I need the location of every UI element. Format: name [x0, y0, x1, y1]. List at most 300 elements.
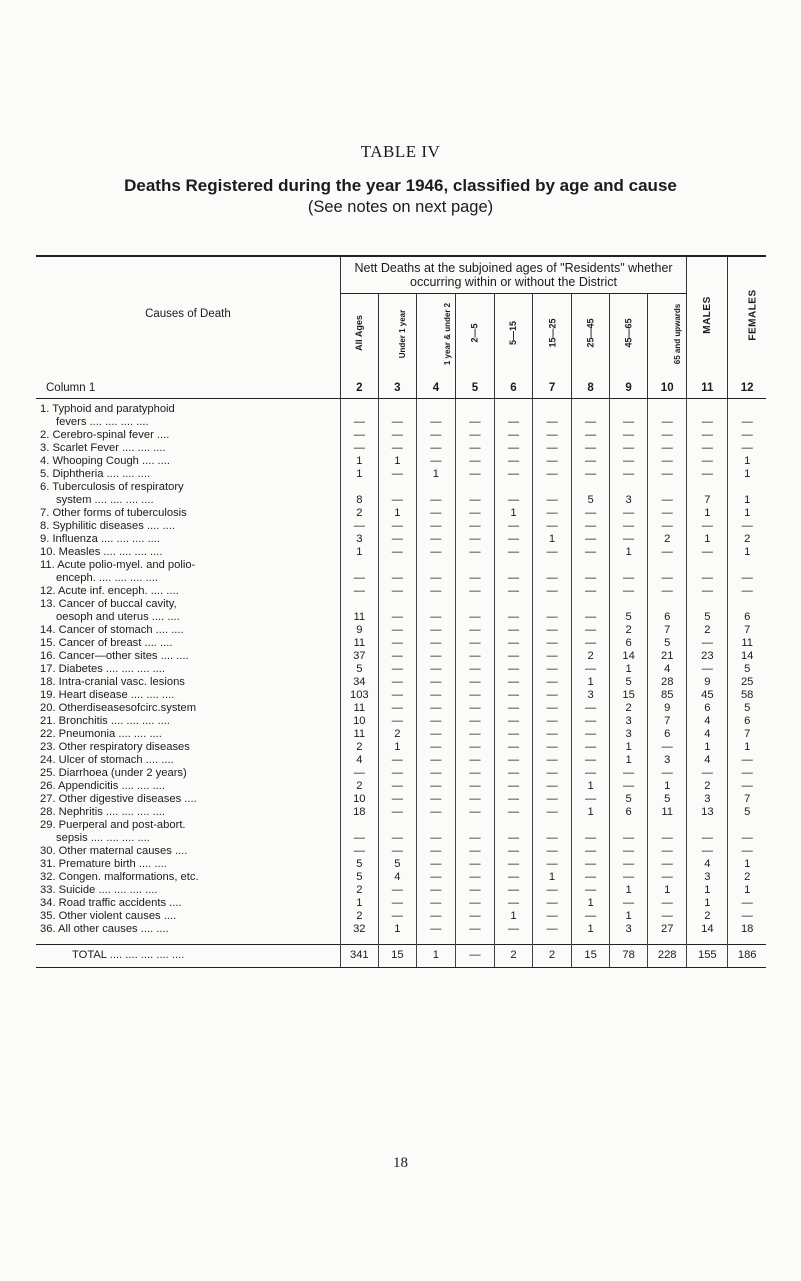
value-cell: —	[416, 429, 455, 442]
value-cell: —	[687, 416, 728, 429]
table-row	[36, 832, 766, 845]
value-cell	[494, 598, 532, 611]
column-number: 3	[378, 372, 416, 399]
value-cell: —	[378, 468, 416, 481]
value-cell: —	[416, 923, 455, 936]
table-row	[36, 884, 766, 897]
value-cell: —	[378, 715, 416, 728]
value-cell: 11	[340, 702, 378, 715]
value-cell: —	[416, 702, 455, 715]
value-cell: —	[572, 767, 610, 780]
cause-label: 1. Typhoid and paratyphoid	[40, 402, 175, 415]
value-cell: —	[455, 741, 494, 754]
value-cell: 34	[340, 676, 378, 689]
value-cell: —	[687, 572, 728, 585]
age-header-65-up: 65 and upwards	[648, 294, 687, 372]
value-cell: —	[610, 858, 648, 871]
value-cell: —	[610, 767, 648, 780]
table-row	[36, 689, 766, 702]
value-cell: —	[728, 572, 766, 585]
value-cell: 85	[648, 689, 687, 702]
value-cell: —	[572, 832, 610, 845]
value-cell: —	[455, 429, 494, 442]
value-cell: 2	[687, 624, 728, 637]
value-cell: 5	[687, 611, 728, 624]
value-cell: —	[533, 897, 572, 910]
value-cell: —	[648, 572, 687, 585]
value-cell	[455, 819, 494, 832]
value-cell: 5	[610, 611, 648, 624]
page-number: 18	[393, 1155, 408, 1171]
value-cell: —	[687, 468, 728, 481]
value-cell: —	[572, 611, 610, 624]
value-cell	[533, 398, 572, 416]
value-cell: 5	[728, 663, 766, 676]
age-header-2-5: 2—5	[455, 294, 494, 372]
value-cell: 5	[728, 806, 766, 819]
column-number: 4	[416, 372, 455, 399]
table-row	[36, 910, 766, 923]
value-cell: —	[378, 754, 416, 767]
value-cell: 3	[610, 728, 648, 741]
value-cell: —	[378, 650, 416, 663]
value-cell: —	[728, 754, 766, 767]
value-cell: —	[455, 897, 494, 910]
value-cell: —	[416, 416, 455, 429]
table-subtitle: Deaths Registered during the year 1946, classified by age and cause	[124, 176, 677, 195]
value-cell: 4	[378, 871, 416, 884]
value-cell: —	[416, 741, 455, 754]
cause-label: 7. Other forms of tuberculosis	[40, 506, 187, 519]
value-cell: —	[340, 429, 378, 442]
value-cell: —	[533, 455, 572, 468]
value-cell: 3	[340, 533, 378, 546]
value-cell: —	[533, 715, 572, 728]
cause-label: 15. Cancer of breast .... ....	[40, 636, 173, 649]
table-row	[36, 546, 766, 559]
value-cell: —	[572, 702, 610, 715]
value-cell: 5	[340, 663, 378, 676]
value-cell: —	[572, 624, 610, 637]
value-cell: —	[728, 416, 766, 429]
value-cell: —	[340, 585, 378, 598]
cause-label: 26. Appendicitis .... .... ....	[40, 779, 165, 792]
value-cell: 9	[340, 624, 378, 637]
column-label: Column 1	[36, 372, 340, 399]
value-cell: —	[533, 546, 572, 559]
value-cell	[494, 819, 532, 832]
value-cell	[533, 598, 572, 611]
cause-label: 33. Suicide .... .... .... ....	[40, 883, 158, 896]
value-cell: —	[494, 806, 532, 819]
causes-header	[36, 256, 340, 372]
value-cell: —	[533, 507, 572, 520]
value-cell: 2	[340, 910, 378, 923]
cause-label: 36. All other causes .... ....	[40, 922, 169, 935]
value-cell: 28	[648, 676, 687, 689]
value-cell: —	[610, 507, 648, 520]
value-cell: 1	[728, 507, 766, 520]
value-cell: 6	[728, 611, 766, 624]
value-cell	[416, 819, 455, 832]
cause-label: 16. Cancer—other sites .... ....	[40, 649, 189, 662]
value-cell: —	[494, 754, 532, 767]
value-cell	[728, 481, 766, 494]
value-cell: 1	[378, 507, 416, 520]
value-cell: 15	[610, 689, 648, 702]
value-cell: 3	[687, 793, 728, 806]
value-cell: —	[455, 455, 494, 468]
value-cell: 14	[687, 923, 728, 936]
value-cell: —	[533, 676, 572, 689]
value-cell: —	[572, 429, 610, 442]
value-cell: —	[416, 663, 455, 676]
table-row	[36, 793, 766, 806]
value-cell: —	[455, 611, 494, 624]
value-cell	[687, 559, 728, 572]
value-cell: —	[494, 585, 532, 598]
value-cell: —	[572, 507, 610, 520]
table-row	[36, 585, 766, 598]
value-cell	[610, 819, 648, 832]
table-row	[36, 663, 766, 676]
cause-label: 25. Diarrhoea (under 2 years)	[40, 766, 187, 779]
value-cell: —	[648, 442, 687, 455]
value-cell: 2	[728, 871, 766, 884]
males-header: MALES	[687, 256, 728, 372]
value-cell: 7	[648, 624, 687, 637]
value-cell: 1	[378, 741, 416, 754]
table-row	[36, 494, 766, 507]
value-cell: —	[378, 676, 416, 689]
value-cell	[340, 398, 378, 416]
cause-label: sepsis .... .... .... ....	[56, 831, 150, 844]
value-cell	[340, 819, 378, 832]
value-cell: —	[494, 429, 532, 442]
age-header-25-45: 25—45	[572, 294, 610, 372]
total-row	[36, 944, 766, 967]
cause-label: 23. Other respiratory diseases	[40, 740, 190, 753]
value-cell: —	[572, 728, 610, 741]
value-cell: —	[728, 780, 766, 793]
value-cell: —	[416, 624, 455, 637]
value-cell: —	[416, 910, 455, 923]
value-cell: —	[687, 637, 728, 650]
value-cell: —	[455, 416, 494, 429]
value-cell: 3	[610, 715, 648, 728]
value-cell: —	[494, 624, 532, 637]
value-cell: —	[648, 910, 687, 923]
value-cell	[572, 559, 610, 572]
value-cell: —	[494, 676, 532, 689]
value-cell: —	[455, 806, 494, 819]
value-cell: —	[533, 923, 572, 936]
value-cell: —	[572, 871, 610, 884]
total-value: 2	[494, 944, 532, 967]
age-header-under-1: Under 1 year	[378, 294, 416, 372]
value-cell: —	[455, 715, 494, 728]
value-cell: 1	[533, 533, 572, 546]
value-cell: —	[494, 884, 532, 897]
value-cell: 2	[610, 702, 648, 715]
value-cell: —	[455, 910, 494, 923]
value-cell: 1	[728, 546, 766, 559]
value-cell: —	[455, 780, 494, 793]
value-cell: —	[378, 637, 416, 650]
value-cell: 5	[572, 494, 610, 507]
value-cell: 32	[340, 923, 378, 936]
value-cell: —	[533, 689, 572, 702]
value-cell: —	[416, 897, 455, 910]
value-cell: —	[378, 520, 416, 533]
value-cell: —	[455, 520, 494, 533]
value-cell: —	[728, 897, 766, 910]
value-cell: —	[648, 585, 687, 598]
cause-label: 10. Measles .... .... .... ....	[40, 545, 163, 558]
value-cell: —	[455, 533, 494, 546]
value-cell: —	[455, 767, 494, 780]
cause-label: 20. Otherdiseasesofcirc.system	[40, 701, 197, 714]
value-cell: 103	[340, 689, 378, 702]
value-cell: —	[687, 767, 728, 780]
females-header: FEMALES	[728, 256, 766, 372]
column-number: 10	[648, 372, 687, 399]
table-row	[36, 728, 766, 741]
value-cell: 18	[340, 806, 378, 819]
value-cell	[533, 559, 572, 572]
value-cell: —	[340, 845, 378, 858]
value-cell: —	[494, 897, 532, 910]
value-cell: 2	[340, 884, 378, 897]
value-cell: —	[494, 871, 532, 884]
value-cell	[728, 559, 766, 572]
value-cell: —	[572, 715, 610, 728]
value-cell: —	[416, 845, 455, 858]
value-cell: —	[648, 455, 687, 468]
column-number: 11	[687, 372, 728, 399]
value-cell: —	[378, 832, 416, 845]
value-cell: —	[416, 728, 455, 741]
value-cell: —	[648, 468, 687, 481]
value-cell: 10	[340, 715, 378, 728]
value-cell: —	[648, 416, 687, 429]
table-row	[36, 897, 766, 910]
value-cell: 9	[648, 702, 687, 715]
value-cell: —	[416, 585, 455, 598]
value-cell: —	[533, 728, 572, 741]
value-cell: —	[455, 676, 494, 689]
value-cell: 1	[610, 884, 648, 897]
value-cell: 5	[648, 637, 687, 650]
value-cell	[572, 398, 610, 416]
value-cell: —	[533, 793, 572, 806]
value-cell: 5	[340, 858, 378, 871]
value-cell: —	[572, 520, 610, 533]
value-cell: —	[455, 793, 494, 806]
value-cell: —	[648, 858, 687, 871]
value-cell: —	[416, 832, 455, 845]
cause-label: 34. Road traffic accidents ....	[40, 896, 182, 909]
cause-label: 14. Cancer of stomach .... ....	[40, 623, 184, 636]
value-cell: 3	[610, 494, 648, 507]
table-row	[36, 520, 766, 533]
value-cell	[455, 481, 494, 494]
value-cell: 1	[728, 858, 766, 871]
age-header-1-2: 1 year & under 2	[416, 294, 455, 372]
column-number: 2	[340, 372, 378, 399]
value-cell: —	[572, 845, 610, 858]
value-cell: —	[687, 663, 728, 676]
value-cell: —	[416, 715, 455, 728]
value-cell	[572, 481, 610, 494]
cause-label: 22. Pneumonia .... .... ....	[40, 727, 162, 740]
value-cell: 1	[533, 871, 572, 884]
value-cell: —	[687, 429, 728, 442]
total-value: 78	[610, 944, 648, 967]
value-cell: 1	[687, 507, 728, 520]
value-cell: —	[378, 663, 416, 676]
value-cell: —	[416, 533, 455, 546]
value-cell: 1	[572, 806, 610, 819]
column-number: 8	[572, 372, 610, 399]
value-cell: —	[687, 845, 728, 858]
value-cell: —	[728, 845, 766, 858]
value-cell	[572, 819, 610, 832]
value-cell: 1	[494, 910, 532, 923]
value-cell: —	[648, 845, 687, 858]
value-cell: —	[455, 884, 494, 897]
value-cell: —	[533, 611, 572, 624]
value-cell	[687, 819, 728, 832]
value-cell: 3	[648, 754, 687, 767]
cause-label: 2. Cerebro-spinal fever ....	[40, 428, 170, 441]
cause-label: 5. Diphtheria .... .... ....	[40, 467, 151, 480]
value-cell: —	[572, 533, 610, 546]
value-cell: 10	[340, 793, 378, 806]
value-cell: —	[572, 910, 610, 923]
value-cell: —	[533, 637, 572, 650]
total-value: 186	[728, 944, 766, 967]
value-cell	[610, 598, 648, 611]
value-cell: —	[378, 611, 416, 624]
value-cell	[728, 398, 766, 416]
cause-label: 8. Syphilitic diseases .... ....	[40, 519, 175, 532]
value-cell: —	[572, 884, 610, 897]
cause-label: 13. Cancer of buccal cavity,	[40, 597, 177, 610]
value-cell: —	[687, 520, 728, 533]
value-cell: 2	[610, 624, 648, 637]
value-cell: —	[494, 793, 532, 806]
value-cell: —	[378, 572, 416, 585]
value-cell: 7	[728, 793, 766, 806]
value-cell: —	[378, 689, 416, 702]
value-cell: —	[533, 585, 572, 598]
value-cell: 1	[416, 468, 455, 481]
value-cell: —	[494, 780, 532, 793]
cause-label: 31. Premature birth .... ....	[40, 857, 167, 870]
cause-label: 4. Whooping Cough .... ....	[40, 454, 170, 467]
value-cell: 1	[572, 923, 610, 936]
value-cell: —	[610, 442, 648, 455]
table-row	[36, 741, 766, 754]
value-cell	[687, 481, 728, 494]
value-cell: 6	[610, 637, 648, 650]
value-cell: —	[572, 546, 610, 559]
value-cell: —	[494, 494, 532, 507]
value-cell: —	[416, 780, 455, 793]
value-cell: —	[455, 845, 494, 858]
value-cell: —	[533, 910, 572, 923]
value-cell: —	[572, 793, 610, 806]
value-cell: 1	[378, 455, 416, 468]
value-cell: 5	[610, 676, 648, 689]
cause-label: 27. Other digestive diseases ....	[40, 792, 197, 805]
value-cell: —	[378, 897, 416, 910]
value-cell: 1	[572, 897, 610, 910]
value-cell: —	[533, 832, 572, 845]
value-cell	[455, 598, 494, 611]
value-cell: —	[648, 429, 687, 442]
value-cell	[687, 398, 728, 416]
value-cell: —	[728, 520, 766, 533]
value-cell	[378, 398, 416, 416]
value-cell: —	[378, 845, 416, 858]
value-cell: 7	[687, 494, 728, 507]
table-row	[36, 819, 766, 832]
value-cell: —	[494, 702, 532, 715]
value-cell: —	[455, 572, 494, 585]
value-cell: 1	[687, 741, 728, 754]
value-cell: 1	[610, 754, 648, 767]
value-cell: —	[378, 494, 416, 507]
value-cell: 45	[687, 689, 728, 702]
value-cell: —	[378, 910, 416, 923]
value-cell: —	[494, 663, 532, 676]
value-cell: —	[572, 572, 610, 585]
value-cell: —	[416, 806, 455, 819]
value-cell: —	[455, 637, 494, 650]
value-cell: 1	[728, 468, 766, 481]
value-cell	[340, 481, 378, 494]
column-number: 5	[455, 372, 494, 399]
value-cell: 6	[687, 702, 728, 715]
value-cell: —	[687, 832, 728, 845]
value-cell: —	[416, 494, 455, 507]
value-cell: —	[378, 585, 416, 598]
value-cell: 13	[687, 806, 728, 819]
total-value: 228	[648, 944, 687, 967]
value-cell: —	[455, 689, 494, 702]
value-cell: —	[610, 455, 648, 468]
value-cell: —	[494, 416, 532, 429]
total-value: —	[455, 944, 494, 967]
value-cell: —	[494, 572, 532, 585]
value-cell: —	[340, 572, 378, 585]
value-cell: —	[533, 702, 572, 715]
cause-label: 6. Tuberculosis of respiratory	[40, 480, 184, 493]
table-row	[36, 702, 766, 715]
value-cell: —	[455, 702, 494, 715]
value-cell: —	[378, 416, 416, 429]
cause-label: system .... .... .... ....	[56, 493, 154, 506]
value-cell: —	[494, 845, 532, 858]
table-row	[36, 442, 766, 455]
total-value: 15	[378, 944, 416, 967]
age-header-5-15: 5—15	[494, 294, 532, 372]
value-cell: —	[416, 754, 455, 767]
value-cell: 1	[340, 897, 378, 910]
value-cell: 11	[340, 728, 378, 741]
